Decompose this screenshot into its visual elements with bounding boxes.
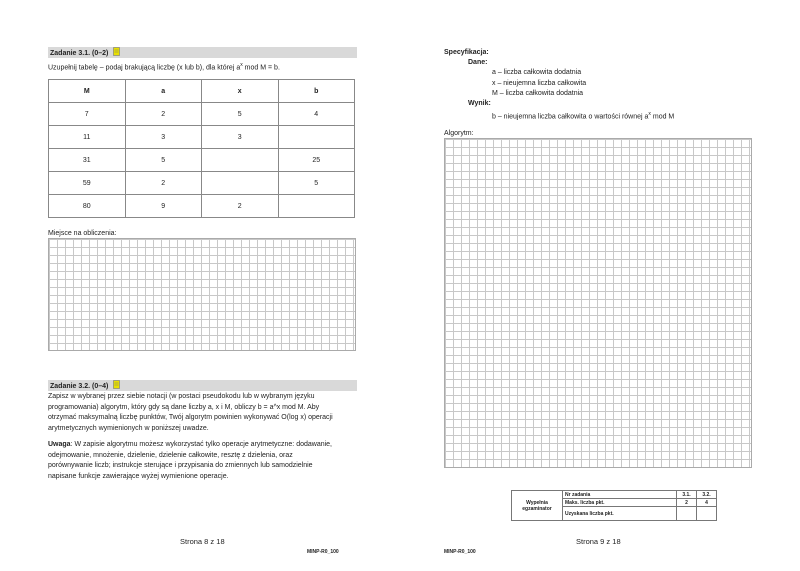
answer-cell[interactable] [202, 172, 279, 195]
table-cell: 5 [125, 149, 202, 172]
got-points-cell[interactable] [677, 507, 697, 521]
score-table [511, 490, 717, 521]
score-side-label: Wypełnia egzaminator [512, 491, 563, 521]
table-cell: 59 [49, 172, 126, 195]
algorithm-grid[interactable] [444, 138, 752, 468]
answer-cell[interactable] [278, 195, 355, 218]
table-cell: 2 [125, 172, 202, 195]
algorytm-label: Algorytm: [444, 130, 474, 137]
nr-label: Nr zadania [563, 491, 677, 499]
exam-code: MINP-R0_100 [444, 549, 476, 555]
table-header-row [49, 80, 355, 103]
pencil-icon [113, 380, 120, 389]
dane-item: x – nieujemna liczba całkowita [492, 80, 587, 87]
task-3-2-header [48, 380, 357, 391]
task-3-2-text: Zapisz w wybranej przez siebie notacji (w postaci pseudokodu lub w wybranym języku programowania) algorytm, który gdy są dane liczby a, x i M, obliczy b = a^x mod M. Aby otrzymać maksymalną liczbę punktów, Twój algorytm powinien wykonywać O(log x) operacji arytmetycznych wymienionych w poniższej uwadze. [48, 393, 333, 432]
task-number: 3.1. [677, 491, 697, 499]
table-cell: 25 [278, 149, 355, 172]
table-header-cell: M [49, 80, 126, 103]
got-label: Uzyskana liczba pkt. [563, 507, 677, 521]
task-3-1-title: Zadanie 3.1. (0–2) [50, 50, 109, 57]
table-cell: 3 [125, 126, 202, 149]
wynik-label: Wynik: [468, 100, 491, 107]
answer-table [48, 79, 355, 218]
table-cell: 31 [49, 149, 126, 172]
table-row [49, 149, 355, 172]
task-number: 3.2. [697, 491, 717, 499]
table-header-cell: x [202, 80, 279, 103]
table-cell: 80 [49, 195, 126, 218]
table-cell: 2 [202, 195, 279, 218]
table-cell: 4 [278, 103, 355, 126]
table-row [512, 491, 717, 499]
wynik-item: b – nieujemna liczba całkowita o wartości równej $a^x$ mod M [492, 111, 675, 121]
page-number: Strona 8 z 18 [180, 537, 225, 546]
dane-label: Dane: [468, 59, 488, 66]
table-cell: 7 [49, 103, 126, 126]
table-row [49, 195, 355, 218]
table-row [49, 126, 355, 149]
spec-title: Specyfikacja: [444, 49, 489, 56]
right-page [400, 0, 800, 571]
table-row [49, 103, 355, 126]
exam-code: MINP-R0_100 [307, 549, 339, 555]
max-points: 4 [697, 499, 717, 507]
table-cell: 2 [125, 103, 202, 126]
table-cell: 5 [202, 103, 279, 126]
table-header-cell: a [125, 80, 202, 103]
pencil-icon [113, 47, 120, 56]
table-header-cell: b [278, 80, 355, 103]
table-cell: 3 [202, 126, 279, 149]
calc-grid[interactable] [48, 238, 356, 351]
task-3-1-header [48, 47, 357, 58]
task-3-2-note: Uwaga: W zapisie algorytmu możesz wykorzystać tylko operacje arytmetyczne: dodawanie, odejmowanie, mnożenie, dzielenie, dzielenie całkowite, resztę z dzielenia, oraz porównywanie liczb; instrukcje sterujące i przypisania do zmiennych lub samodzielnie napisane funkcje zawierające wyżej wymienione operacje. [48, 441, 332, 480]
task-3-1-instruction: Uzupełnij tabelę – podaj brakującą liczbę (x lub b), dla której $a^x$ mod M = b. [48, 62, 280, 72]
answer-cell[interactable] [278, 126, 355, 149]
table-cell: 11 [49, 126, 126, 149]
table-cell: 9 [125, 195, 202, 218]
answer-cell[interactable] [202, 149, 279, 172]
max-label: Maks. liczba pkt. [563, 499, 677, 507]
table-cell: 5 [278, 172, 355, 195]
dane-item: M – liczba całkowita dodatnia [492, 90, 584, 97]
max-points: 2 [677, 499, 697, 507]
task-3-2-title: Zadanie 3.2. (0–4) [50, 383, 109, 390]
got-points-cell[interactable] [697, 507, 717, 521]
dane-item: a – liczba całkowita dodatnia [492, 69, 582, 76]
table-row [49, 172, 355, 195]
page-number: Strona 9 z 18 [576, 537, 621, 546]
calc-label: Miejsce na obliczenia: [48, 230, 117, 237]
